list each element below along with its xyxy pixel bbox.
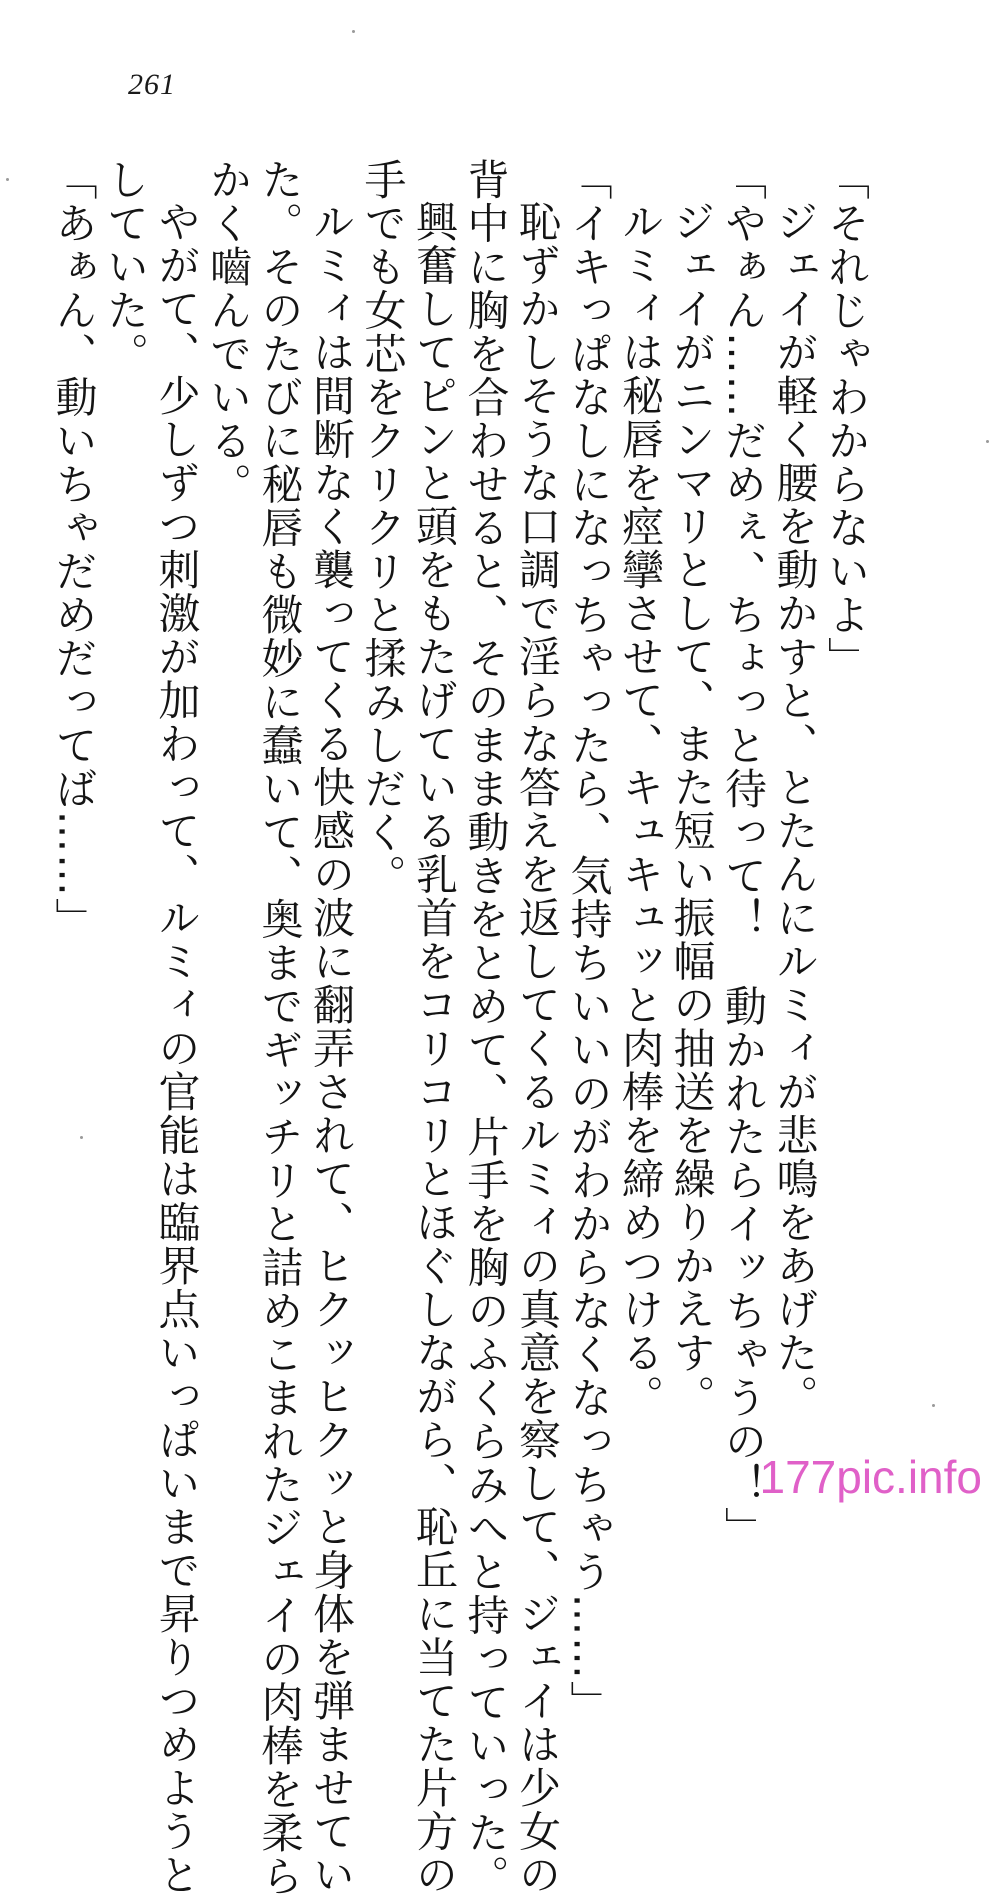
text-line: 「イキっぱなしになっちゃったら、気持ちいいのがわからなくなっちゃう……」	[564, 158, 614, 1724]
text-line: やがて、少しずつ刺激が加わって、ルミィの官能は臨界点いっぱいまで昇りつめようと	[152, 200, 202, 1897]
text-line: 「それじゃわからないよ」	[822, 158, 871, 680]
text-line: た。そのたびに秘唇も微妙に蠢いて、奥までギッチリと詰めこまれたジェイの肉棒を柔ら	[255, 158, 305, 1898]
scan-speck	[6, 178, 9, 181]
text-line: 「あぁん、動いちゃだめだってば……」	[49, 158, 99, 941]
text-line: していた。	[101, 158, 150, 376]
text-line: ジェイが軽く腰を動かすと、とたんにルミィが悲鳴をあげた。	[770, 200, 820, 1418]
text-line: ルミィは間断なく襲ってくる快感の波に翻弄されて、ヒクッヒクッと身体を弾ませてい	[307, 200, 356, 1897]
scan-speck	[352, 30, 355, 33]
text-line: 「やぁん……だめぇ、ちょっと待って！ 動かれたらイッちゃうの！」	[719, 158, 768, 1550]
text-line: ルミィは秘唇を痙攣させて、キュキュッと肉棒を締めつける。	[616, 200, 665, 1418]
scan-speck	[80, 1136, 83, 1139]
scan-speck	[986, 440, 989, 443]
text-line: 背中に胸を合わせると、そのまま動きをとめて、片手を胸のふくらみへと持っていった。	[461, 158, 511, 1898]
watermark-logo: 177pic.info	[759, 1451, 982, 1503]
text-line: ジェイがニンマリとして、また短い振幅の抽送を繰りかえす。	[667, 200, 717, 1418]
text-line: 手でも女芯をクリクリと揉みしだく。	[358, 158, 408, 898]
page-number: 261	[128, 68, 176, 101]
text-line: かく嚙んでいる。	[204, 158, 253, 506]
text-line: 興奮してピンと頭をもたげている乳首をコリコリとほぐしながら、恥丘に当てた片方の	[410, 200, 459, 1897]
text-line: 恥ずかしそうな口調で淫らな答えを返してくるルミィの真意を察して、ジェイは少女の	[513, 200, 562, 1897]
scan-speck	[932, 1404, 935, 1407]
